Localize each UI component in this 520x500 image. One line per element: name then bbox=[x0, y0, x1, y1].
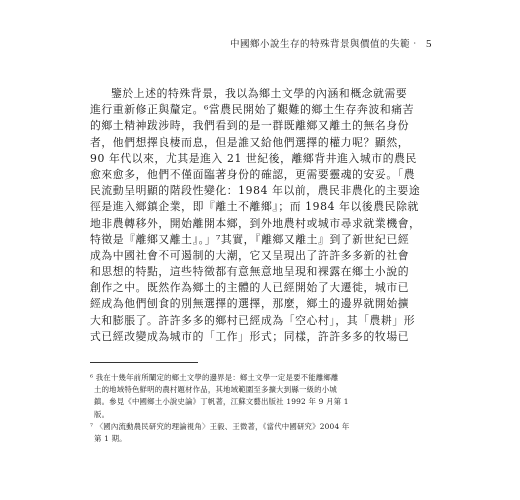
body-line: 創作之中。既然作為鄉土的主體的人已經開始了大遷徙，城市已 bbox=[90, 281, 410, 295]
page-number: 5 bbox=[426, 38, 432, 50]
body-line: 式已經改變成為城市的「工作」形式；同樣，許許多多的牧場已 bbox=[90, 329, 410, 343]
body-line: 者，他們想擇良棲而息，但是誰又給他們選擇的權力呢？顯然， bbox=[90, 135, 410, 149]
body-line: 的鄉土精神跋涉時，我們看到的是一群既離鄉又離土的無名身份 bbox=[90, 119, 410, 133]
header-separator: ‧ bbox=[409, 39, 420, 50]
footnote-line: ⁶ 我在十幾年前所闡定的鄉土文學的邊界是：鄉土文學一定是要不能離鄉離 bbox=[90, 373, 339, 382]
body-line: 大和膨脹了。許許多多的鄉村已經成為「空心村」，其「農耕」形 bbox=[90, 313, 416, 327]
body-line: 愈來愈多，他們不僅面臨著身份的確認，更需要靈魂的安妥。「農 bbox=[90, 167, 416, 181]
footnote-line: 鎮。參見《中國鄉土小說史論》丁帆著，江蘇文藝出版社 1992 年 9 月第 1 bbox=[94, 397, 349, 407]
body-line: 鑒於上述的特殊背景，我以為鄉土文學的內涵和概念就需要 bbox=[111, 87, 408, 100]
footnote-line: ⁷ 〈國內流動農民研究的理論視角〉王毅、王微著，《當代中國研究》2004 年 bbox=[90, 421, 350, 431]
body-line: 特徵是『離鄉又離土』。」⁷其實，『離鄉又離土』到了新世紀已經 bbox=[90, 232, 410, 246]
body-line: 和思想的特點，這些特徵都有意無意地呈現和裸露在鄉土小說的 bbox=[90, 265, 410, 279]
body-line: 民流動呈明顯的階段性變化：1984 年以前，農民非農化的主要途 bbox=[90, 184, 421, 198]
body-text bbox=[90, 86, 426, 345]
footnote-line: 第 1 期。 bbox=[94, 433, 127, 443]
footnote-divider bbox=[90, 362, 198, 363]
body-line: 徑是進入鄉鎮企業，即『離土不離鄉』；而 1984 年以後農民除就 bbox=[90, 200, 419, 214]
footnote-line: 版。 bbox=[94, 409, 110, 419]
body-line: 進行重新修正與釐定。⁶當農民開始了艱難的鄉土生存奔波和痛苦 bbox=[90, 103, 415, 117]
footnote-line: 土的地域特色鮮明的農村題材作品，其地域範圍至多擴大到縣一級的小城 bbox=[94, 385, 337, 395]
body-line: 地非農轉移外，開始離開本鄉，到外地農村或城市尋求就業機會， bbox=[90, 216, 421, 230]
body-line: 經成為他們刨食的別無選擇的選擇，那麼，鄉土的邊界就開始擴 bbox=[90, 297, 410, 311]
footnotes bbox=[90, 372, 430, 445]
header-title: 中國鄉小說生存的特殊背景與價值的失範 bbox=[229, 39, 410, 50]
body-line: 成為中國社會不可遏制的大潮，它又呈現出了許許多多新的社會 bbox=[90, 248, 410, 262]
running-header bbox=[230, 36, 432, 50]
body-line: 90 年代以來，尤其是進入 21 世紀後，離鄉背井進入城市的農民 bbox=[90, 151, 417, 165]
